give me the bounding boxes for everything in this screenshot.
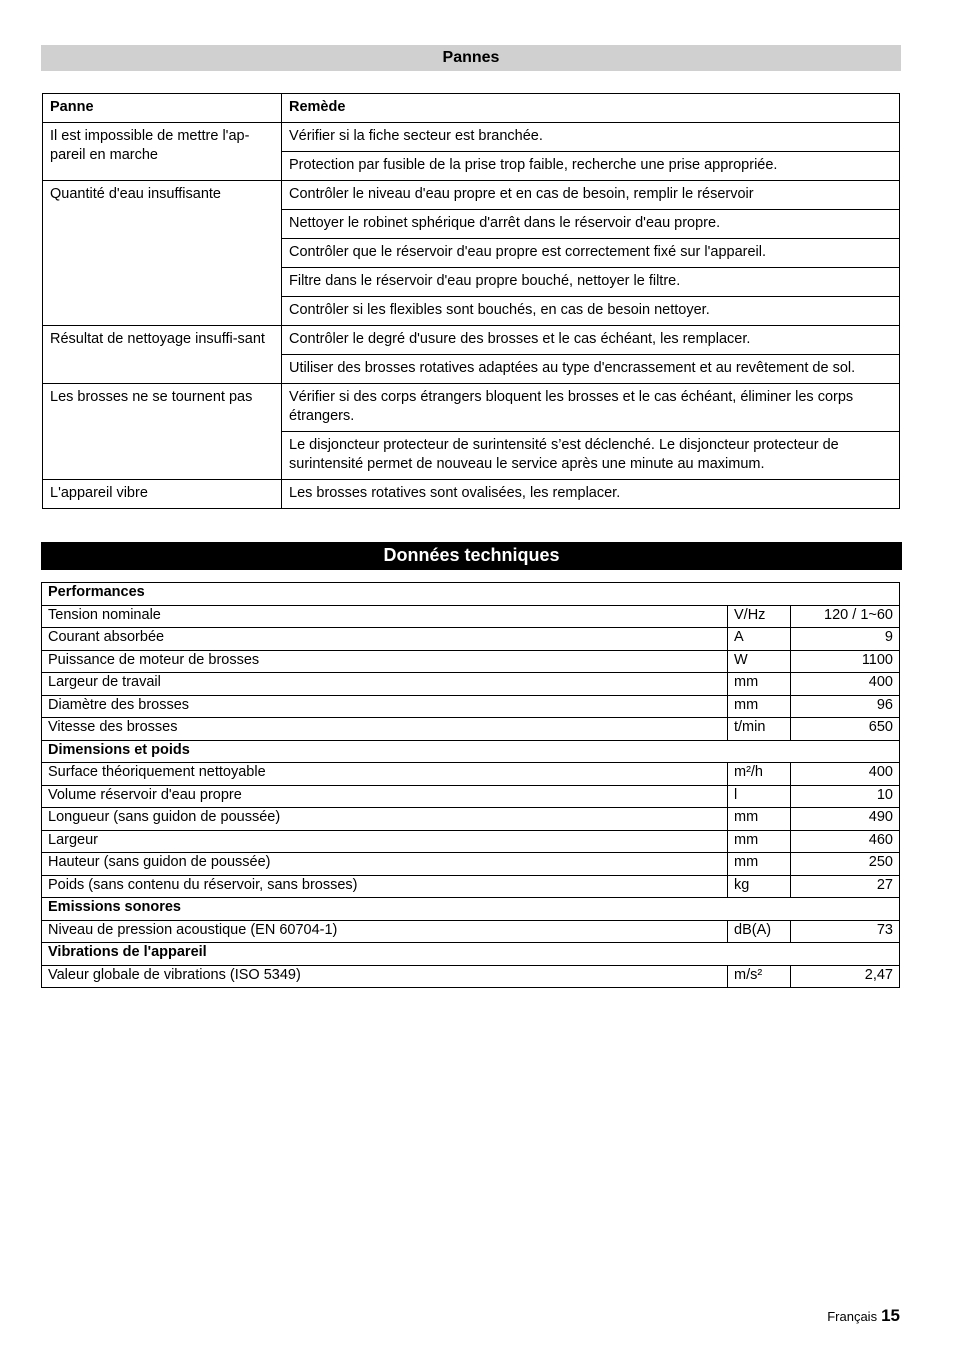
spec-unit: m²/h (728, 763, 791, 786)
remedy-cell: Le disjoncteur protecteur de surintensité s’est déclenché. Le disjoncteur protecteur de surintensité permet de nouveau le service après une minute au maximum. (282, 432, 900, 480)
fault-cell: Il est impossible de mettre l'ap-pareil en marche (43, 123, 282, 181)
spec-label: Largeur (42, 830, 728, 853)
spec-unit: A (728, 628, 791, 651)
table-row (43, 480, 900, 509)
specs-table (41, 582, 900, 988)
remedy-cell: Contrôler le niveau d'eau propre et en cas de besoin, remplir le réservoir (282, 181, 900, 210)
fault-cell: Quantité d'eau insuffisante (43, 181, 282, 326)
spec-row (42, 763, 900, 786)
spec-value: 400 (791, 673, 900, 696)
faults-section-title: Pannes (41, 45, 901, 71)
spec-value: 73 (791, 920, 900, 943)
spec-label: Surface théoriquement nettoyable (42, 763, 728, 786)
spec-unit: mm (728, 830, 791, 853)
faults-body (43, 123, 900, 509)
spec-label: Poids (sans contenu du réservoir, sans brosses) (42, 875, 728, 898)
remedy-cell: Contrôler que le réservoir d'eau propre est correctement fixé sur l'appareil. (282, 239, 900, 268)
remedy-cell: Utiliser des brosses rotatives adaptées au type d'encrassement et au revêtement de sol. (282, 355, 900, 384)
spec-value: 10 (791, 785, 900, 808)
spec-value: 490 (791, 808, 900, 831)
remedy-cell: Les brosses rotatives sont ovalisées, les remplacer. (282, 480, 900, 509)
spec-section-title: Performances (42, 583, 900, 606)
remedy-cell: Vérifier si la fiche secteur est branchée. (282, 123, 900, 152)
spec-unit: W (728, 650, 791, 673)
spec-value: 250 (791, 853, 900, 876)
spec-unit: mm (728, 808, 791, 831)
spec-row (42, 808, 900, 831)
spec-label: Hauteur (sans guidon de poussée) (42, 853, 728, 876)
spec-label: Largeur de travail (42, 673, 728, 696)
spec-row (42, 695, 900, 718)
spec-section-row (42, 943, 900, 966)
spec-value: 1100 (791, 650, 900, 673)
fault-column-header: Panne (43, 94, 282, 123)
spec-unit: m/s² (728, 965, 791, 988)
spec-label: Vitesse des brosses (42, 718, 728, 741)
spec-value: 400 (791, 763, 900, 786)
spec-label: Courant absorbée (42, 628, 728, 651)
fault-cell: Les brosses ne se tournent pas (43, 384, 282, 480)
spec-row (42, 965, 900, 988)
remedy-cell: Contrôler si les flexibles sont bouchés, en cas de besoin nettoyer. (282, 297, 900, 326)
specs-section-title: Données techniques (41, 542, 902, 570)
spec-section-row (42, 583, 900, 606)
spec-unit: mm (728, 853, 791, 876)
spec-row (42, 830, 900, 853)
spec-row (42, 853, 900, 876)
spec-unit: mm (728, 695, 791, 718)
spec-label: Niveau de pression acoustique (EN 60704-1) (42, 920, 728, 943)
faults-table (42, 93, 900, 509)
spec-section-row (42, 898, 900, 921)
spec-label: Longueur (sans guidon de poussée) (42, 808, 728, 831)
table-row (43, 181, 900, 210)
spec-value: 9 (791, 628, 900, 651)
spec-row (42, 605, 900, 628)
spec-section-title: Dimensions et poids (42, 740, 900, 763)
spec-unit: mm (728, 673, 791, 696)
spec-label: Valeur globale de vibrations (ISO 5349) (42, 965, 728, 988)
spec-label: Puissance de moteur de brosses (42, 650, 728, 673)
spec-row (42, 650, 900, 673)
table-row (43, 123, 900, 152)
remedy-cell: Protection par fusible de la prise trop faible, recherche une prise appropriée. (282, 152, 900, 181)
specs-body (42, 583, 900, 988)
spec-value: 460 (791, 830, 900, 853)
faults-header-row (43, 94, 900, 123)
spec-row (42, 875, 900, 898)
spec-value: 27 (791, 875, 900, 898)
table-row (43, 384, 900, 432)
spec-row (42, 673, 900, 696)
remedy-cell: Nettoyer le robinet sphérique d'arrêt dans le réservoir d'eau propre. (282, 210, 900, 239)
fault-cell: L'appareil vibre (43, 480, 282, 509)
remedy-cell: Vérifier si des corps étrangers bloquent les brosses et le cas échéant, éliminer les corps étrangers. (282, 384, 900, 432)
spec-unit: l (728, 785, 791, 808)
spec-value: 96 (791, 695, 900, 718)
spec-label: Volume réservoir d'eau propre (42, 785, 728, 808)
spec-value: 120 / 1~60 (791, 605, 900, 628)
remedy-column-header: Remède (282, 94, 900, 123)
page-footer (827, 1306, 900, 1326)
remedy-cell: Contrôler le degré d'usure des brosses et le cas échéant, les remplacer. (282, 326, 900, 355)
spec-unit: t/min (728, 718, 791, 741)
spec-section-title: Emissions sonores (42, 898, 900, 921)
spec-unit: kg (728, 875, 791, 898)
spec-row (42, 628, 900, 651)
spec-label: Diamètre des brosses (42, 695, 728, 718)
remedy-cell: Filtre dans le réservoir d'eau propre bouché, nettoyer le filtre. (282, 268, 900, 297)
spec-row (42, 920, 900, 943)
page-number: 15 (881, 1306, 900, 1325)
spec-value: 650 (791, 718, 900, 741)
footer-language: Français (827, 1309, 878, 1324)
spec-unit: V/Hz (728, 605, 791, 628)
spec-value: 2,47 (791, 965, 900, 988)
spec-unit: dB(A) (728, 920, 791, 943)
spec-label: Tension nominale (42, 605, 728, 628)
table-row (43, 326, 900, 355)
spec-row (42, 785, 900, 808)
spec-section-row (42, 740, 900, 763)
fault-cell: Résultat de nettoyage insuffi-sant (43, 326, 282, 384)
spec-section-title: Vibrations de l'appareil (42, 943, 900, 966)
spec-row (42, 718, 900, 741)
